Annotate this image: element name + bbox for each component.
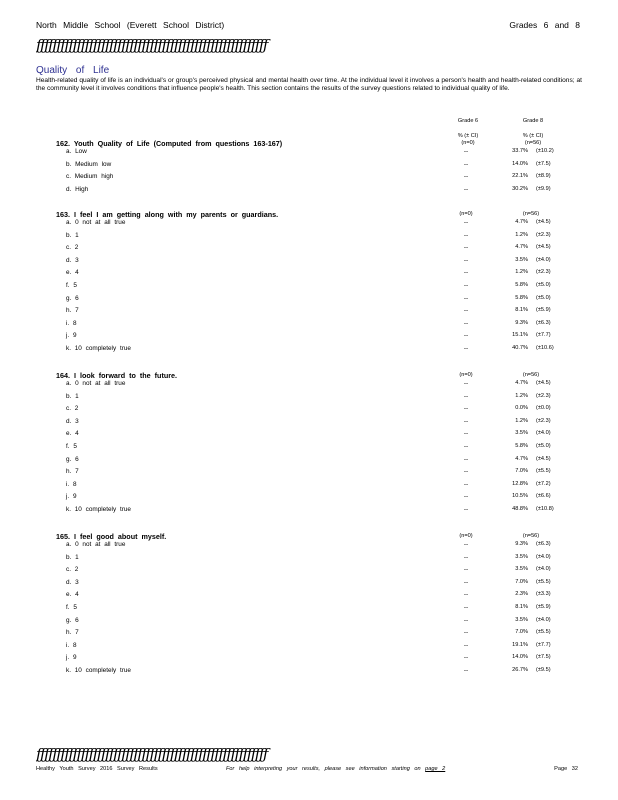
grade-8-percent: 14.0% bbox=[512, 654, 528, 661]
question-n-grade-8: (n=56) bbox=[522, 372, 540, 378]
response-label: c. 2 bbox=[66, 566, 79, 574]
footer-help bbox=[226, 766, 445, 772]
grade-8-percent: 3.5% bbox=[515, 553, 528, 560]
grade-6-value: -- bbox=[463, 231, 469, 239]
grade-6-value: -- bbox=[463, 345, 469, 352]
grade-8-ci: (±6.3) bbox=[536, 541, 551, 547]
table-row bbox=[0, 418, 618, 429]
grade-8-ci: (±5.9) bbox=[536, 307, 551, 314]
grade-8-percent: 1.2% bbox=[515, 231, 528, 238]
grade-8-ci: (±4.5) bbox=[536, 219, 551, 225]
grade-8-percent: 0.0% bbox=[515, 405, 528, 412]
grade-8-ci: (±4.0) bbox=[536, 553, 551, 560]
grade-8-percent: 48.8% bbox=[512, 506, 528, 512]
question-n-grade-8: (n=56) bbox=[522, 211, 540, 217]
response-label: g. 6 bbox=[66, 616, 79, 624]
response-label: h. 7 bbox=[66, 307, 79, 315]
response-label: k. 10 completely true bbox=[66, 345, 131, 352]
column-grade-6: Grade 6 bbox=[457, 118, 479, 124]
grade-8-ci: (±7.5) bbox=[536, 160, 551, 167]
grade-6-value: -- bbox=[463, 185, 469, 193]
grade-6-value: -- bbox=[463, 480, 469, 488]
grade-8-percent: 8.1% bbox=[515, 307, 528, 314]
grade-8-ci: (±10.6) bbox=[536, 345, 554, 351]
response-label: e. 4 bbox=[66, 591, 79, 599]
question-n-grade-6: (n=0) bbox=[459, 533, 473, 539]
grade-8-ci: (±5.5) bbox=[536, 468, 551, 475]
grade-8-percent: 1.2% bbox=[515, 269, 528, 276]
footer-survey: Healthy Youth Survey 2016 Survey Results bbox=[36, 766, 158, 772]
response-label: c. 2 bbox=[66, 405, 79, 413]
footer-page-link[interactable]: page 2 bbox=[425, 766, 446, 772]
grade-8-percent: 22.1% bbox=[512, 173, 528, 180]
grade-6-value: -- bbox=[463, 219, 469, 226]
grade-8-ci: (±4.5) bbox=[536, 244, 551, 251]
response-label: c. 2 bbox=[66, 244, 79, 252]
header-grades: Grades 6 and 8 bbox=[509, 20, 580, 30]
response-label: b. 1 bbox=[66, 553, 79, 561]
response-label: d. 3 bbox=[66, 256, 79, 264]
grade-8-percent: 3.5% bbox=[515, 616, 528, 623]
grade-8-ci: (±6.3) bbox=[536, 319, 551, 326]
grade-6-value: -- bbox=[463, 294, 469, 302]
table-row bbox=[0, 456, 618, 467]
grade-8-percent: 4.7% bbox=[515, 380, 528, 386]
column-pct-ci-8: % (± CI) bbox=[522, 133, 544, 139]
grade-6-value: -- bbox=[463, 604, 469, 611]
response-label: i. 8 bbox=[66, 319, 77, 327]
table-row bbox=[0, 493, 618, 504]
response-label: j. 9 bbox=[66, 654, 77, 662]
grade-8-percent: 4.7% bbox=[515, 244, 528, 251]
response-label: a. Low bbox=[66, 148, 87, 155]
table-row bbox=[0, 186, 618, 197]
grade-8-percent: 3.5% bbox=[515, 256, 528, 263]
grade-8-percent: 26.7% bbox=[512, 667, 528, 673]
table-row bbox=[0, 642, 618, 653]
grade-8-percent: 1.2% bbox=[515, 417, 528, 424]
response-label: d. 3 bbox=[66, 417, 79, 425]
header-school: North Middle School (Everett School District) bbox=[36, 20, 225, 30]
grade-8-ci: (±7.2) bbox=[536, 480, 551, 487]
grade-6-value: -- bbox=[463, 173, 469, 181]
section-title: Quality of Life bbox=[36, 65, 110, 76]
question-title: 164. I look forward to the future. bbox=[56, 371, 178, 380]
table-row bbox=[0, 380, 618, 391]
grade-8-ci: (±5.5) bbox=[536, 629, 551, 636]
grade-6-value: -- bbox=[463, 307, 469, 315]
grade-8-percent: 5.8% bbox=[515, 443, 528, 449]
table-row bbox=[0, 604, 618, 615]
grade-8-percent: 3.5% bbox=[515, 430, 528, 437]
grade-8-percent: 7.0% bbox=[515, 578, 528, 585]
grade-8-percent: 8.1% bbox=[515, 604, 528, 610]
table-row bbox=[0, 541, 618, 552]
grade-6-value: -- bbox=[463, 455, 469, 463]
grade-6-value: -- bbox=[463, 430, 469, 438]
grade-8-percent: 15.1% bbox=[512, 332, 528, 339]
response-label: b. 1 bbox=[66, 392, 79, 400]
header-rule: ƒƒƒƒƒƒƒƒƒƒƒƒƒƒƒƒƒƒƒƒƒƒƒƒƒƒƒƒƒƒƒƒƒƒƒƒƒƒƒƒƒƒƒƒƒƒƒƒƒƒƒƒƒƒƒƒƒ bbox=[36, 37, 267, 53]
table-row bbox=[0, 430, 618, 441]
grade-6-value: -- bbox=[463, 493, 469, 501]
grade-6-value: -- bbox=[463, 578, 469, 586]
grade-8-percent: 14.0% bbox=[512, 160, 528, 167]
response-label: i. 8 bbox=[66, 641, 77, 649]
grade-8-ci: (±10.2) bbox=[536, 148, 554, 154]
response-label: k. 10 completely true bbox=[66, 667, 131, 674]
grade-6-value: -- bbox=[463, 244, 469, 252]
response-label: d. High bbox=[66, 185, 89, 193]
grade-8-ci: (±5.0) bbox=[536, 443, 551, 449]
question-n-grade-8: (n=56) bbox=[522, 533, 540, 539]
table-row bbox=[0, 320, 618, 331]
grade-8-ci: (±9.9) bbox=[536, 185, 551, 192]
grade-6-value: -- bbox=[463, 319, 469, 327]
grade-8-ci: (±2.3) bbox=[536, 269, 551, 276]
grade-8-ci: (±4.0) bbox=[536, 566, 551, 573]
grade-8-ci: (±0.0) bbox=[536, 405, 551, 412]
grade-6-value: -- bbox=[463, 332, 469, 340]
grade-8-percent: 12.8% bbox=[512, 480, 528, 487]
grade-8-ci: (±5.9) bbox=[536, 604, 551, 610]
grade-8-percent: 7.0% bbox=[515, 468, 528, 475]
response-label: j. 9 bbox=[66, 493, 77, 501]
table-row bbox=[0, 282, 618, 293]
grade-8-ci: (±5.0) bbox=[536, 282, 551, 288]
table-row bbox=[0, 617, 618, 628]
table-row bbox=[0, 405, 618, 416]
grade-8-ci: (±9.5) bbox=[536, 667, 551, 673]
grade-6-value: -- bbox=[463, 667, 469, 674]
response-label: g. 6 bbox=[66, 294, 79, 302]
grade-8-percent: 10.5% bbox=[512, 493, 528, 500]
response-label: i. 8 bbox=[66, 480, 77, 488]
grade-6-value: -- bbox=[463, 629, 469, 637]
grade-6-value: -- bbox=[463, 417, 469, 425]
grade-8-ci: (±6.6) bbox=[536, 493, 551, 500]
grade-6-value: -- bbox=[463, 282, 469, 289]
grade-6-value: -- bbox=[463, 443, 469, 450]
response-label: b. 1 bbox=[66, 231, 79, 239]
grade-8-percent: 5.8% bbox=[515, 282, 528, 288]
table-row bbox=[0, 629, 618, 640]
grade-8-ci: (±7.7) bbox=[536, 641, 551, 648]
response-label: c. Medium high bbox=[66, 173, 114, 181]
question-n-grade-6: (n=0) bbox=[459, 211, 473, 217]
table-row bbox=[0, 332, 618, 343]
table-row bbox=[0, 566, 618, 577]
response-label: h. 7 bbox=[66, 629, 79, 637]
grade-6-value: -- bbox=[463, 256, 469, 264]
table-row bbox=[0, 345, 618, 356]
grade-8-ci: (±4.5) bbox=[536, 455, 551, 462]
grade-8-percent: 4.7% bbox=[515, 219, 528, 225]
grade-6-value: -- bbox=[463, 468, 469, 476]
grade-6-value: -- bbox=[463, 641, 469, 649]
grade-8-percent: 5.8% bbox=[515, 294, 528, 301]
table-row bbox=[0, 554, 618, 565]
table-row bbox=[0, 307, 618, 318]
table-row bbox=[0, 579, 618, 590]
response-label: e. 4 bbox=[66, 269, 79, 277]
column-n-6: (n=0) bbox=[461, 140, 475, 146]
response-label: h. 7 bbox=[66, 468, 79, 476]
grade-8-percent: 3.5% bbox=[515, 566, 528, 573]
grade-6-value: -- bbox=[463, 148, 469, 155]
table-row bbox=[0, 244, 618, 255]
column-pct-ci-6: % (± CI) bbox=[457, 133, 479, 139]
grade-6-value: -- bbox=[463, 654, 469, 662]
table-row bbox=[0, 667, 618, 678]
grade-8-percent: 30.2% bbox=[512, 185, 528, 192]
response-label: d. 3 bbox=[66, 578, 79, 586]
response-label: b. Medium low bbox=[66, 160, 112, 168]
response-label: e. 4 bbox=[66, 430, 79, 438]
table-row bbox=[0, 173, 618, 184]
grade-8-ci: (±10.8) bbox=[536, 506, 554, 512]
response-label: j. 9 bbox=[66, 332, 77, 340]
grade-8-ci: (±4.0) bbox=[536, 616, 551, 623]
table-row bbox=[0, 654, 618, 665]
table-row bbox=[0, 269, 618, 280]
response-label: a. 0 not at all true bbox=[66, 219, 126, 226]
response-label: a. 0 not at all true bbox=[66, 541, 126, 548]
table-row bbox=[0, 257, 618, 268]
footer-page-number: Page 32 bbox=[554, 766, 578, 772]
grade-8-ci: (±5.0) bbox=[536, 294, 551, 301]
grade-8-percent: 9.3% bbox=[515, 541, 528, 547]
question-title: 163. I feel I am getting along with my parents or guardians. bbox=[56, 210, 279, 219]
question-n-grade-6: (n=0) bbox=[459, 372, 473, 378]
table-row bbox=[0, 481, 618, 492]
grade-8-ci: (±3.3) bbox=[536, 591, 551, 598]
table-row bbox=[0, 219, 618, 230]
table-row bbox=[0, 232, 618, 243]
response-label: k. 10 completely true bbox=[66, 506, 131, 513]
question-title: 165. I feel good about myself. bbox=[56, 532, 167, 541]
table-row bbox=[0, 506, 618, 517]
table-row bbox=[0, 161, 618, 172]
response-label: f. 5 bbox=[66, 443, 77, 450]
grade-8-ci: (±5.5) bbox=[536, 578, 551, 585]
table-row bbox=[0, 148, 618, 159]
grade-8-percent: 1.2% bbox=[515, 392, 528, 399]
grade-6-value: -- bbox=[463, 541, 469, 548]
table-row bbox=[0, 295, 618, 306]
grade-8-ci: (±2.3) bbox=[536, 392, 551, 399]
grade-8-percent: 9.3% bbox=[515, 319, 528, 326]
grade-8-ci: (±4.5) bbox=[536, 380, 551, 386]
grade-6-value: -- bbox=[463, 566, 469, 574]
footer-rule: ƒƒƒƒƒƒƒƒƒƒƒƒƒƒƒƒƒƒƒƒƒƒƒƒƒƒƒƒƒƒƒƒƒƒƒƒƒƒƒƒƒƒƒƒƒƒƒƒƒƒƒƒƒƒƒƒƒ bbox=[36, 746, 267, 762]
table-row bbox=[0, 591, 618, 602]
grade-6-value: -- bbox=[463, 553, 469, 561]
grade-8-percent: 7.0% bbox=[515, 629, 528, 636]
grade-8-ci: (±7.7) bbox=[536, 332, 551, 339]
grade-6-value: -- bbox=[463, 160, 469, 168]
grade-8-ci: (±2.3) bbox=[536, 417, 551, 424]
grade-8-percent: 33.7% bbox=[512, 148, 528, 154]
grade-6-value: -- bbox=[463, 380, 469, 387]
grade-6-value: -- bbox=[463, 616, 469, 624]
column-grade-8: Grade 8 bbox=[522, 118, 544, 124]
grade-8-percent: 2.3% bbox=[515, 591, 528, 598]
footer-help-text: For help interpreting your results, please see information starting on bbox=[226, 766, 421, 772]
grade-8-ci: (±8.9) bbox=[536, 173, 551, 180]
grade-8-ci: (±2.3) bbox=[536, 231, 551, 238]
grade-6-value: -- bbox=[463, 392, 469, 400]
grade-8-ci: (±4.0) bbox=[536, 430, 551, 437]
response-label: f. 5 bbox=[66, 604, 77, 611]
grade-8-ci: (±4.0) bbox=[536, 256, 551, 263]
question-title: 162. Youth Quality of Life (Computed from questions 163-167) bbox=[56, 139, 283, 148]
grade-8-ci: (±7.5) bbox=[536, 654, 551, 661]
grade-8-percent: 19.1% bbox=[512, 641, 528, 648]
section-intro: Health-related quality of life is an individual's or group's perceived physical and mental health over time. At the individual level it involves a person's health and health-related conditions; at the community level it involves conditions that influence people's health. This section contains the results of the survey questions related to individual quality of life. bbox=[36, 77, 582, 93]
grade-6-value: -- bbox=[463, 591, 469, 599]
grade-6-value: -- bbox=[463, 269, 469, 277]
table-row bbox=[0, 393, 618, 404]
grade-6-value: -- bbox=[463, 506, 469, 513]
response-label: a. 0 not at all true bbox=[66, 380, 126, 387]
column-n-8: (n=56) bbox=[524, 140, 542, 146]
table-row bbox=[0, 443, 618, 454]
response-label: g. 6 bbox=[66, 455, 79, 463]
table-row bbox=[0, 468, 618, 479]
response-label: f. 5 bbox=[66, 282, 77, 289]
grade-8-percent: 40.7% bbox=[512, 345, 528, 351]
grade-6-value: -- bbox=[463, 405, 469, 413]
grade-8-percent: 4.7% bbox=[515, 455, 528, 462]
